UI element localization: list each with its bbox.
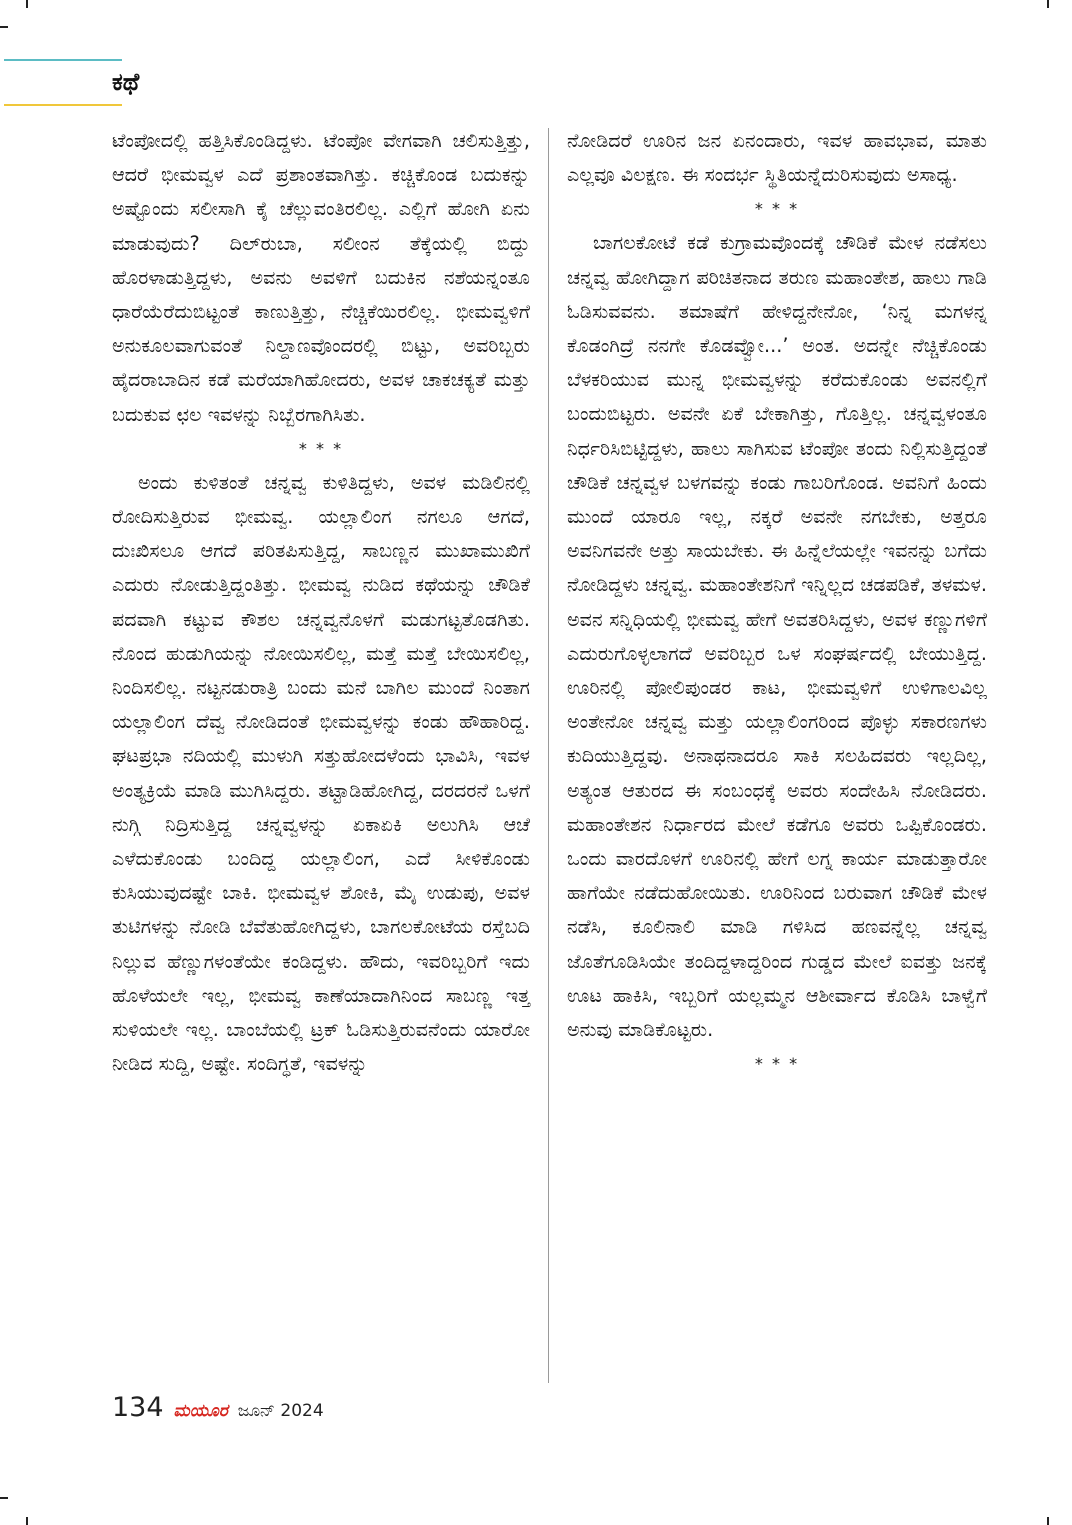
section-label: ಕಥೆ: [112, 68, 140, 96]
issue-date: ಜೂನ್ 2024: [237, 1401, 324, 1421]
crop-mark-top-right: [1047, 0, 1049, 8]
scene-break: * * *: [754, 1054, 800, 1074]
article-column-right: [567, 124, 987, 1081]
paragraph: ಅಂದು ಕುಳಿತಂತೆ ಚನ್ನವ್ವ ಕುಳಿತಿದ್ದಳು, ಅವಳ ಮಡಿಲಿನಲ್ಲಿ ರೋದಿಸುತ್ತಿರುವ ಭೀಮವ್ವ. ಯಲ್ಲಾಲಿಂಗ ನಗಲೂ ಆಗದೆ, ದುಃಖಿಸಲೂ ಆಗದೆ ಪರಿತಪಿಸುತ್ತಿದ್ದ, ಸಾಬಣ್ಣನ ಮುಖಾಮುಖಿಗೆ ಎದುರು ನೋಡುತ್ತಿದ್ದಂತಿತ್ತು. ಭೀಮವ್ವ ನುಡಿದ ಕಥೆಯನ್ನು ಚೌಡಿಕೆ ಪದವಾಗಿ ಕಟ್ಟುವ ಕೌಶಲ ಚನ್ನವ್ವನೊಳಗೆ ಮಡುಗಟ್ಟತೊಡಗಿತು. ನೊಂದ ಹುಡುಗಿಯನ್ನು ನೋಯಿಸಲಿಲ್ಲ, ಮತ್ತೆ ಮತ್ತೆ ಬೇಯಿಸಲಿಲ್ಲ, ನಿಂದಿಸಲಿಲ್ಲ. ನಟ್ಟನಡುರಾತ್ರಿ ಬಂದು ಮನೆ ಬಾಗಿಲ ಮುಂದೆ ನಿಂತಾಗ ಯಲ್ಲಾಲಿಂಗ ದೆವ್ವ ನೋಡಿದಂತೆ ಭೀಮವ್ವಳನ್ನು ಕಂಡು ಹೌಹಾರಿದ್ದ. ಘಟಪ್ರಭಾ ನದಿಯಲ್ಲಿ ಮುಳುಗಿ ಸತ್ತುಹೋದಳೆಂದು ಭಾವಿಸಿ, ಇವಳ ಅಂತ್ಯಕ್ರಿಯೆ ಮಾಡಿ ಮುಗಿಸಿದ್ದರು. ತಟ್ಟಾಡಿಹೋಗಿದ್ದ, ದರದರನೆ ಒಳಗೆ ನುಗ್ಗಿ ನಿದ್ರಿಸುತ್ತಿದ್ದ ಚನ್ನವ್ವಳನ್ನು ಏಕಾಏಕಿ ಅಲುಗಿಸಿ ಆಚೆ ಎಳೆದುಕೊಂಡು ಬಂದಿದ್ದ ಯಲ್ಲಾಲಿಂಗ, ಎದೆ ಸೀಳಿಕೊಂಡು ಕುಸಿಯುವುದಷ್ಟೇ ಬಾಕಿ. ಭೀಮವ್ವಳ ಶೋಕಿ, ಮೈ ಉಡುಪು, ಅವಳ ತುಟಿಗಳನ್ನು ನೋಡಿ ಬೆವೆತುಹೋಗಿದ್ದಳು, ಬಾಗಲಕೋಟೆಯ ರಸ್ತೆಬದಿ ನಿಲ್ಲುವ ಹೆಣ್ಣುಗಳಂತೆಯೇ ಕಂಡಿದ್ದಳು. ಹೌದು, ಇವರಿಬ್ಬರಿಗೆ ಇದು ಹೊಳೆಯಲೇ ಇಲ್ಲ, ಭೀಮವ್ವ ಕಾಣೆಯಾದಾಗಿನಿಂದ ಸಾಬಣ್ಣ ಇತ್ತ ಸುಳಿಯಲೇ ಇಲ್ಲ. ಬಾಂಬೆಯಲ್ಲಿ ಟ್ರಕ್ ಓಡಿಸುತ್ತಿರುವನೆಂದು ಯಾರೋ ನೀಡಿದ ಸುದ್ದಿ, ಅಷ್ಟೇ. ಸಂದಿಗ್ಧತೆ, ಇವಳನ್ನು: [112, 470, 530, 1076]
magazine-logo: ಮಯೂರ: [173, 1401, 228, 1421]
page-number: 134: [112, 1392, 164, 1423]
section-header-rule-bottom: [4, 104, 122, 106]
article-column-left: [112, 124, 530, 1081]
column-divider: [548, 128, 549, 1383]
paragraph: ಬಾಗಲಕೋಟೆ ಕಡೆ ಕುಗ್ರಾಮವೊಂದಕ್ಕೆ ಚೌಡಿಕೆ ಮೇಳ ನಡೆಸಲು ಚನ್ನವ್ವ ಹೋಗಿದ್ದಾಗ ಪರಿಚಿತನಾದ ತರುಣ ಮಹಾಂತೇಶ, ಹಾಲು ಗಾಡಿ ಓಡಿಸುವವನು. ತಮಾಷೆಗೆ ಹೇಳಿದ್ದನೇನೋ, ‘ನಿನ್ನ ಮಗಳನ್ನ ಕೊಡಂಗಿದ್ರೆ ನನಗೇ ಕೊಡವ್ವೋ...’ ಅಂತ. ಅದನ್ನೇ ನೆಚ್ಚಿಕೊಂಡು ಬೆಳಕರಿಯುವ ಮುನ್ನ ಭೀಮವ್ವಳನ್ನು ಕರೆದುಕೊಂಡು ಅವನಲ್ಲಿಗೆ ಬಂದುಬಿಟ್ಟರು. ಅವನೇ ಏಕೆ ಬೇಕಾಗಿತ್ತು, ಗೊತ್ತಿಲ್ಲ. ಚನ್ನವ್ವಳಂತೂ ನಿರ್ಧರಿಸಿಬಿಟ್ಟಿದ್ದಳು, ಹಾಲು ಸಾಗಿಸುವ ಟೆಂಪೋ ತಂದು ನಿಲ್ಲಿಸುತ್ತಿದ್ದಂತೆ ಚೌಡಿಕೆ ಚನ್ನವ್ವಳ ಬಳಗವನ್ನು ಕಂಡು ಗಾಬರಿಗೊಂಡ. ಅವನಿಗೆ ಹಿಂದು ಮುಂದೆ ಯಾರೂ ಇಲ್ಲ, ನಕ್ಕರೆ ಅವನೇ ನಗಬೇಕು, ಅತ್ತರೂ ಅವನಿಗವನೇ ಅತ್ತು ಸಾಯಬೇಕು. ಈ ಹಿನ್ನೆಲೆಯಲ್ಲೇ ಇವನನ್ನು ಬಗೆದು ನೋಡಿದ್ದಳು ಚನ್ನವ್ವ. ಮಹಾಂತೇಶನಿಗೆ ಇನ್ನಿಲ್ಲದ ಚಡಪಡಿಕೆ, ತಳಮಳ. ಅವನ ಸನ್ನಿಧಿಯಲ್ಲಿ ಭೀಮವ್ವ ಹೇಗೆ ಅವತರಿಸಿದ್ದಳು, ಅವಳ ಕಣ್ಣುಗಳಿಗೆ ಎದುರುಗೊಳ್ಳಲಾಗದೆ ಅವರಿಬ್ಬರ ಒಳ ಸಂಘರ್ಷದಲ್ಲಿ ಬೇಯುತ್ತಿದ್ದ. ಊರಿನಲ್ಲಿ ಪೋಲಿಪುಂಡರ ಕಾಟ, ಭೀಮವ್ವಳಿಗೆ ಉಳಿಗಾಲವಿಲ್ಲ ಅಂತೇನೋ ಚನ್ನವ್ವ ಮತ್ತು ಯಲ್ಲಾಲಿಂಗರಿಂದ ಪೊಳ್ಳು ಸಕಾರಣಗಳು ಕುದಿಯುತ್ತಿದ್ದವು. ಅನಾಥನಾದರೂ ಸಾಕಿ ಸಲಹಿದವರು ಇಲ್ಲದಿಲ್ಲ, ಅತ್ಯಂತ ಆತುರದ ಈ ಸಂಬಂಧಕ್ಕೆ ಅವರು ಸಂದೇಹಿಸಿ ನೋಡಿದರು. ಮಹಾಂತೇಶನ ನಿರ್ಧಾರದ ಮೇಲೆ ಕಡೆಗೂ ಅವರು ಒಪ್ಪಿಕೊಂಡರು. ಒಂದು ವಾರದೊಳಗೆ ಊರಿನಲ್ಲಿ ಹೇಗೆ ಲಗ್ನ ಕಾರ್ಯ ಮಾಡುತ್ತಾರೋ ಹಾಗೆಯೇ ನಡೆದುಹೋಯಿತು. ಊರಿನಿಂದ ಬರುವಾಗ ಚೌಡಿಕೆ ಮೇಳ ನಡೆಸಿ, ಕೂಲಿನಾಲಿ ಮಾಡಿ ಗಳಿಸಿದ ಹಣವನ್ನೆಲ್ಲ ಚನ್ನವ್ವ ಜೊತೆಗೂಡಿಸಿಯೇ ತಂದಿದ್ದಳಾದ್ದರಿಂದ ಗುಡ್ಡದ ಮೇಲೆ ಐವತ್ತು ಜನಕ್ಕೆ ಊಟ ಹಾಕಿಸಿ, ಇಬ್ಬರಿಗೆ ಯಲ್ಲಮ್ಮನ ಆಶೀರ್ವಾದ ಕೊಡಿಸಿ ಬಾಳ್ವೆಗೆ ಅನುವು ಮಾಡಿಕೊಟ್ಟರು.: [567, 231, 987, 1042]
page-footer: [112, 1392, 324, 1428]
crop-mark-bottom-left: [26, 1517, 28, 1525]
scene-break: * * *: [298, 438, 344, 458]
crop-mark-left-lower: [0, 1497, 8, 1499]
paragraph: ನೋಡಿದರೆ ಊರಿನ ಜನ ಏನಂದಾರು, ಇವಳ ಹಾವಭಾವ, ಮಾತು ಎಲ್ಲವೂ ವಿಲಕ್ಷಣ. ಈ ಸಂದರ್ಭ ಸ್ಥಿತಿಯನ್ನೆದುರಿಸುವುದು ಅಸಾಧ್ಯ.: [567, 129, 987, 187]
crop-mark-bottom-right: [1047, 1517, 1049, 1525]
crop-mark-left-upper: [0, 26, 8, 28]
scene-break: * * *: [754, 199, 800, 219]
crop-mark-top-left: [26, 0, 28, 8]
paragraph: ಟೆಂಪೋದಲ್ಲಿ ಹತ್ತಿಸಿಕೊಂಡಿದ್ದಳು. ಟೆಂಪೋ ವೇಗವಾಗಿ ಚಲಿಸುತ್ತಿತ್ತು, ಆದರೆ ಭೀಮವ್ವಳ ಎದೆ ಪ್ರಶಾಂತವಾಗಿತ್ತು. ಕಚ್ಚಿಕೊಂಡ ಬದುಕನ್ನು ಅಷ್ಟೊಂದು ಸಲೀಸಾಗಿ ಕೈ ಚೆಲ್ಲುವಂತಿರಲಿಲ್ಲ. ಎಲ್ಲಿಗೆ ಹೋಗಿ ಏನು ಮಾಡುವುದು? ದಿಲ್‌ರುಬಾ, ಸಲೀಂನ ತೆಕ್ಕೆಯಲ್ಲಿ ಬಿದ್ದು ಹೊರಳಾಡುತ್ತಿದ್ದಳು, ಅವನು ಅವಳಿಗೆ ಬದುಕಿನ ನಶೆಯನ್ನಂತೂ ಧಾರೆಯೆರೆದುಬಿಟ್ಟಂತೆ ಕಾಣುತ್ತಿತ್ತು, ನೆಚ್ಚಿಕೆಯಿರಲಿಲ್ಲ. ಭೀಮವ್ವಳಿಗೆ ಅನುಕೂಲವಾಗುವಂತೆ ನಿಲ್ದಾಣವೊಂದರಲ್ಲಿ ಬಿಟ್ಟು, ಅವರಿಬ್ಬರು ಹೈದರಾಬಾದಿನ ಕಡೆ ಮರೆಯಾಗಿಹೋದರು, ಅವಳ ಚಾಕಚಕ್ಯತೆ ಮತ್ತು ಬದುಕುವ ಛಲ ಇವಳನ್ನು ನಿಬ್ಬೆರಗಾಗಿಸಿತು.: [112, 129, 530, 426]
section-header-rule-top: [4, 59, 122, 61]
